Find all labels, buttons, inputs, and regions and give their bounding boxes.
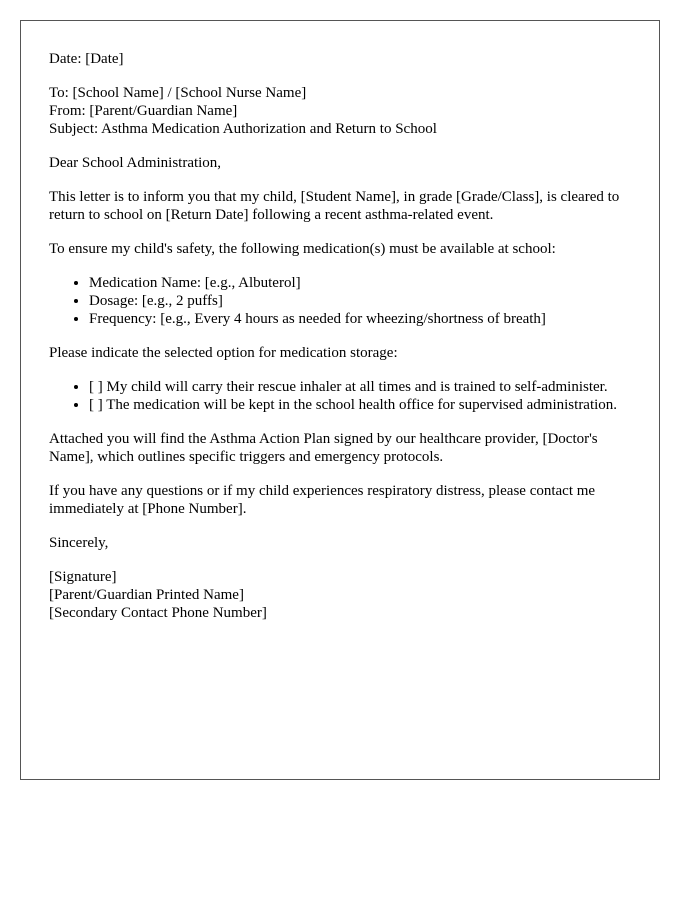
date-line: Date: [Date]	[49, 51, 124, 67]
contact-paragraph: If you have any questions or if my child experiences respiratory distress, please contact me immediately at [Phone Number].	[49, 483, 596, 517]
to-line: To: [School Name] / [School Nurse Name]	[49, 85, 307, 101]
intro-paragraph: This letter is to inform you that my child, [Student Name], in grade [Grade/Class], is cleared to return to school on [Return Date] following a recent asthma-related event.	[49, 189, 620, 223]
subject-line: Subject: Asthma Medication Authorization and Return to School	[49, 121, 437, 137]
closing: Sincerely,	[49, 535, 109, 551]
medication-list-item: • Dosage: [e.g., 2 puffs]	[89, 292, 631, 310]
medication-list-item: • Frequency: [e.g., Every 4 hours as needed for wheezing/shortness of breath]	[89, 310, 631, 328]
medication-list-item: • Medication Name: [e.g., Albuterol]	[89, 274, 631, 292]
salutation: Dear School Administration,	[49, 155, 222, 171]
medication-intro: To ensure my child's safety, the following medication(s) must be available at school:	[49, 241, 556, 257]
secondary-phone-line: [Secondary Contact Phone Number]	[49, 605, 267, 621]
action-plan-paragraph: Attached you will find the Asthma Action Plan signed by our healthcare provider, [Doctor's Name], which outlines specific triggers and emergency protocols.	[49, 431, 598, 465]
letter-header	[49, 84, 631, 138]
medication-list	[49, 274, 631, 328]
from-line: From: [Parent/Guardian Name]	[49, 103, 238, 119]
storage-option-item: • [ ] The medication will be kept in the school health office for supervised administration.	[89, 396, 631, 414]
storage-option-item: • [ ] My child will carry their rescue inhaler at all times and is trained to self-administer.	[89, 378, 631, 396]
storage-intro: Please indicate the selected option for medication storage:	[49, 345, 398, 361]
letter-document	[20, 20, 660, 780]
signature-block	[49, 568, 631, 622]
signature-line: [Signature]	[49, 569, 117, 585]
storage-options-list	[49, 378, 631, 414]
printed-name-line: [Parent/Guardian Printed Name]	[49, 587, 244, 603]
